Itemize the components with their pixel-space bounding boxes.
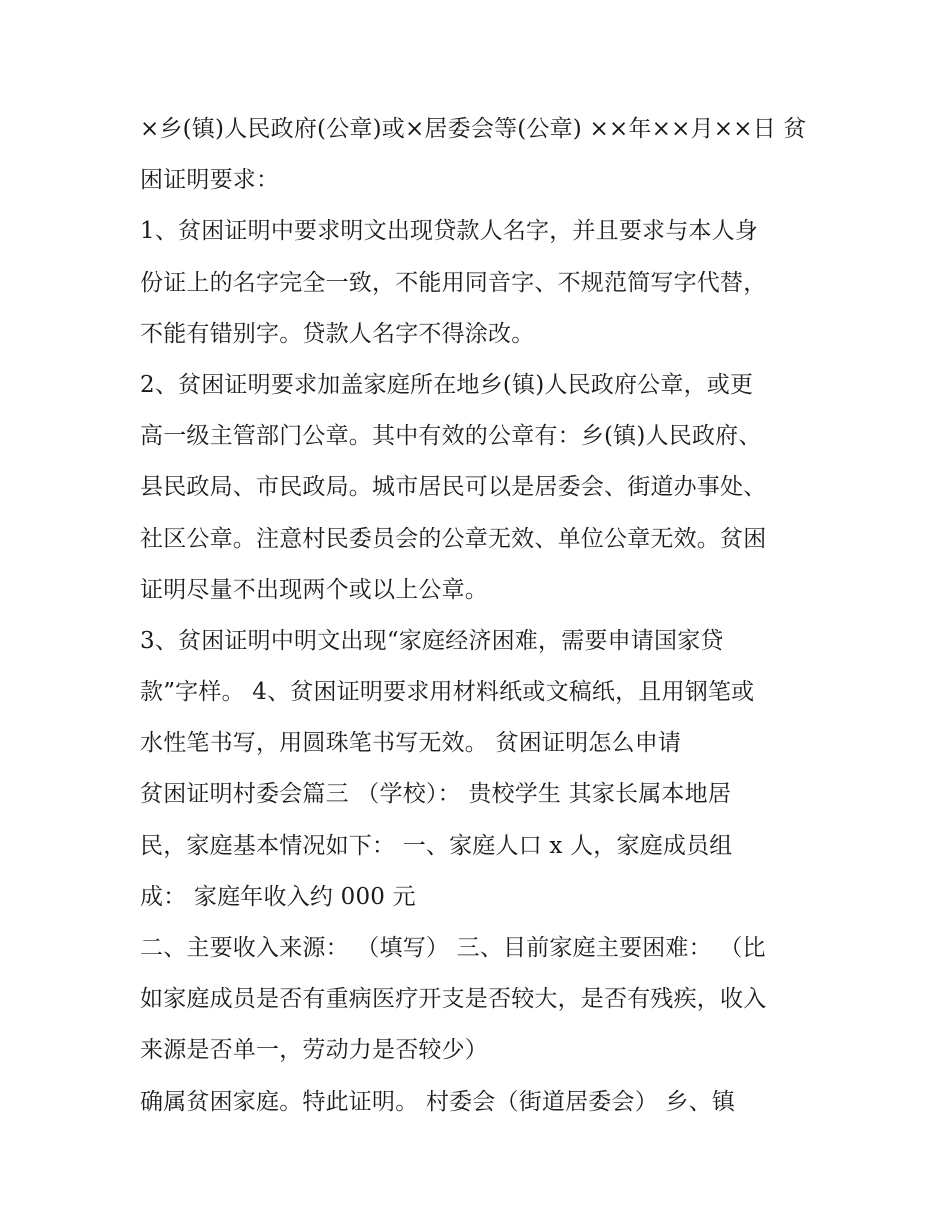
- text-line-2: 困证明要求：: [140, 167, 280, 194]
- text-line-6: 2、贫困证明要求加盖家庭所在地乡(镇)人民政府公章，或更: [140, 371, 754, 398]
- text-line-11: 3、贫困证明中明文出现“家庭经济困难，需要申请国家贷: [140, 627, 724, 654]
- text-line-1: ×乡(镇)人民政府(公章)或×居委会等(公章) ××年××月××日 贫: [140, 116, 807, 142]
- text-line-14: 贫困证明村委会篇三 （学校）： 贵校学生 其家长属本地居: [140, 781, 732, 808]
- text-line-9: 社区公章。注意村民委员会的公章无效、单位公章无效。贫困: [140, 525, 767, 552]
- text-line-16: 成： 家庭年收入约 000 元: [140, 883, 416, 910]
- text-line-4: 份证上的名字完全一致，不能用同音字、不规范简写字代替，: [140, 269, 767, 296]
- text-line-19: 来源是否单一，劳动力是否较少）: [140, 1037, 488, 1064]
- document-body: [140, 104, 830, 1128]
- text-line-5: 不能有错别字。贷款人名字不得涂改。: [140, 320, 535, 347]
- text-line-20: 确属贫困家庭。特此证明。 村委会（街道居委会） 乡、镇: [140, 1088, 736, 1115]
- text-line-15: 民，家庭基本情况如下： 一、家庭人口 x 人，家庭成员组: [140, 832, 733, 859]
- text-line-18: 如家庭成员是否有重病医疗开支是否较大，是否有残疾，收入: [140, 986, 767, 1013]
- text-line-10: 证明尽量不出现两个或以上公章。: [140, 576, 488, 603]
- text-line-13: 水性笔书写，用圆珠笔书写无效。 贫困证明怎么申请: [140, 730, 682, 757]
- text-line-3: 1、贫困证明中要求明文出现贷款人名字，并且要求与本人身: [140, 218, 759, 245]
- text-line-8: 县民政局、市民政局。城市居民可以是居委会、街道办事处、: [140, 474, 767, 501]
- text-line-12: 款”字样。 4、贫困证明要求用材料纸或文稿纸，且用钢笔或: [140, 679, 755, 706]
- text-line-7: 高一级主管部门公章。其中有效的公章有：乡(镇)人民政府、: [140, 423, 762, 450]
- text-line-17: 二、主要收入来源： （填写） 三、目前家庭主要困难： （比: [140, 935, 766, 961]
